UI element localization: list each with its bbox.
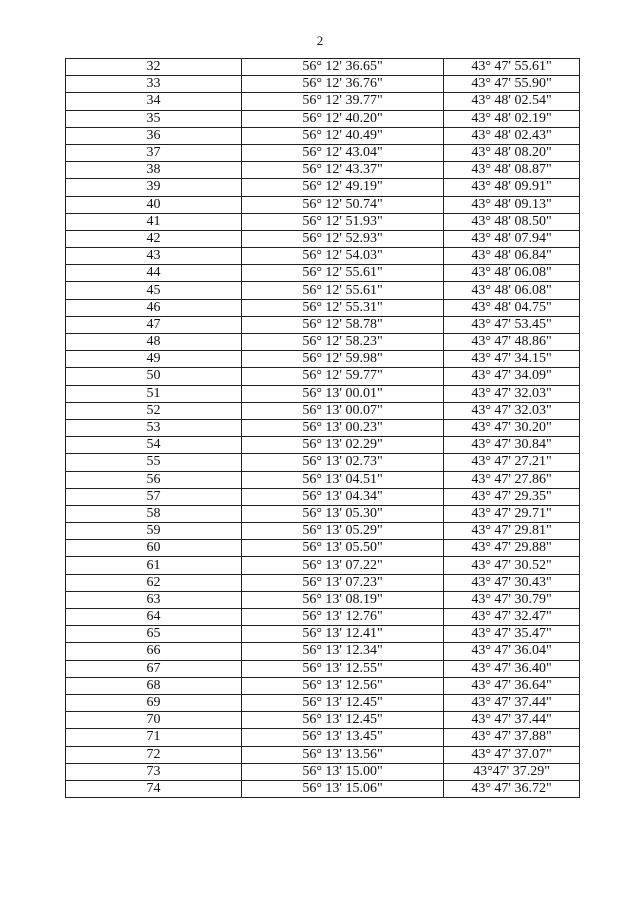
latitude-cell: 56° 13' 12.55" [242, 660, 444, 677]
table-row [66, 488, 580, 505]
longitude-cell: 43° 47' 36.04" [444, 643, 580, 660]
longitude-cell: 43° 47' 36.72" [444, 780, 580, 797]
longitude-cell: 43° 47' 37.88" [444, 729, 580, 746]
table-row [66, 351, 580, 368]
table-row [66, 196, 580, 213]
table-row [66, 248, 580, 265]
table-row [66, 385, 580, 402]
longitude-cell: 43° 47' 48.86" [444, 334, 580, 351]
latitude-cell: 56° 13' 13.56" [242, 746, 444, 763]
point-number-cell: 51 [66, 385, 242, 402]
point-number-cell: 33 [66, 76, 242, 93]
longitude-cell: 43° 47' 29.71" [444, 505, 580, 522]
longitude-cell: 43° 48' 06.08" [444, 265, 580, 282]
latitude-cell: 56° 13' 15.06" [242, 780, 444, 797]
longitude-cell: 43° 47' 37.07" [444, 746, 580, 763]
page-number: 2 [316, 33, 324, 48]
latitude-cell: 56° 13' 12.34" [242, 643, 444, 660]
table-row [66, 213, 580, 230]
longitude-cell: 43° 48' 02.43" [444, 127, 580, 144]
point-number-cell: 39 [66, 179, 242, 196]
longitude-cell: 43° 47' 55.61" [444, 59, 580, 76]
longitude-cell: 43° 47' 34.09" [444, 368, 580, 385]
point-number-cell: 54 [66, 437, 242, 454]
latitude-cell: 56° 13' 05.50" [242, 540, 444, 557]
latitude-cell: 56° 12' 50.74" [242, 196, 444, 213]
latitude-cell: 56° 12' 59.77" [242, 368, 444, 385]
coordinates-table-body [66, 59, 580, 798]
longitude-cell: 43° 48' 09.13" [444, 196, 580, 213]
longitude-cell: 43° 48' 08.20" [444, 144, 580, 161]
latitude-cell: 56° 12' 36.65" [242, 59, 444, 76]
latitude-cell: 56° 12' 43.37" [242, 162, 444, 179]
longitude-cell: 43° 47' 32.47" [444, 609, 580, 626]
table-row [66, 591, 580, 608]
table-row [66, 110, 580, 127]
longitude-cell: 43° 47' 34.15" [444, 351, 580, 368]
table-row [66, 677, 580, 694]
latitude-cell: 56° 13' 04.51" [242, 471, 444, 488]
latitude-cell: 56° 13' 12.45" [242, 712, 444, 729]
table-row [66, 729, 580, 746]
table-row [66, 694, 580, 711]
latitude-cell: 56° 13' 12.76" [242, 609, 444, 626]
latitude-cell: 56° 12' 39.77" [242, 93, 444, 110]
table-row [66, 162, 580, 179]
point-number-cell: 49 [66, 351, 242, 368]
latitude-cell: 56° 12' 36.76" [242, 76, 444, 93]
longitude-cell: 43° 47' 30.43" [444, 574, 580, 591]
table-row [66, 179, 580, 196]
point-number-cell: 57 [66, 488, 242, 505]
longitude-cell: 43° 47' 30.79" [444, 591, 580, 608]
longitude-cell: 43° 47' 53.45" [444, 316, 580, 333]
longitude-cell: 43° 48' 08.50" [444, 213, 580, 230]
latitude-cell: 56° 12' 58.78" [242, 316, 444, 333]
point-number-cell: 72 [66, 746, 242, 763]
table-row [66, 402, 580, 419]
longitude-cell: 43° 48' 07.94" [444, 230, 580, 247]
latitude-cell: 56° 12' 59.98" [242, 351, 444, 368]
point-number-cell: 56 [66, 471, 242, 488]
longitude-cell: 43° 48' 06.08" [444, 282, 580, 299]
longitude-cell: 43° 47' 37.44" [444, 712, 580, 729]
table-row [66, 643, 580, 660]
longitude-cell: 43° 47' 29.88" [444, 540, 580, 557]
point-number-cell: 70 [66, 712, 242, 729]
point-number-cell: 38 [66, 162, 242, 179]
point-number-cell: 60 [66, 540, 242, 557]
latitude-cell: 56° 13' 04.34" [242, 488, 444, 505]
longitude-cell: 43° 48' 02.54" [444, 93, 580, 110]
longitude-cell: 43° 47' 37.44" [444, 694, 580, 711]
point-number-cell: 43 [66, 248, 242, 265]
table-row [66, 540, 580, 557]
point-number-cell: 66 [66, 643, 242, 660]
latitude-cell: 56° 12' 49.19" [242, 179, 444, 196]
point-number-cell: 36 [66, 127, 242, 144]
latitude-cell: 56° 12' 58.23" [242, 334, 444, 351]
latitude-cell: 56° 12' 40.49" [242, 127, 444, 144]
table-row [66, 368, 580, 385]
point-number-cell: 65 [66, 626, 242, 643]
table-row [66, 282, 580, 299]
latitude-cell: 56° 13' 02.29" [242, 437, 444, 454]
point-number-cell: 40 [66, 196, 242, 213]
latitude-cell: 56° 13' 08.19" [242, 591, 444, 608]
table-row [66, 127, 580, 144]
longitude-cell: 43° 48' 08.87" [444, 162, 580, 179]
latitude-cell: 56° 12' 52.93" [242, 230, 444, 247]
table-row [66, 763, 580, 780]
longitude-cell: 43° 48' 09.91" [444, 179, 580, 196]
point-number-cell: 32 [66, 59, 242, 76]
point-number-cell: 74 [66, 780, 242, 797]
point-number-cell: 59 [66, 523, 242, 540]
latitude-cell: 56° 13' 13.45" [242, 729, 444, 746]
table-row [66, 93, 580, 110]
latitude-cell: 56° 13' 00.07" [242, 402, 444, 419]
point-number-cell: 47 [66, 316, 242, 333]
longitude-cell: 43° 47' 30.84" [444, 437, 580, 454]
latitude-cell: 56° 12' 55.61" [242, 265, 444, 282]
point-number-cell: 50 [66, 368, 242, 385]
point-number-cell: 45 [66, 282, 242, 299]
longitude-cell: 43° 47' 27.21" [444, 454, 580, 471]
point-number-cell: 61 [66, 557, 242, 574]
table-row [66, 574, 580, 591]
point-number-cell: 53 [66, 419, 242, 436]
table-row [66, 454, 580, 471]
point-number-cell: 68 [66, 677, 242, 694]
point-number-cell: 44 [66, 265, 242, 282]
latitude-cell: 56° 13' 07.23" [242, 574, 444, 591]
longitude-cell: 43°47' 37.29" [444, 763, 580, 780]
point-number-cell: 64 [66, 609, 242, 626]
table-row [66, 437, 580, 454]
point-number-cell: 37 [66, 144, 242, 161]
table-row [66, 780, 580, 797]
latitude-cell: 56° 13' 15.00" [242, 763, 444, 780]
point-number-cell: 62 [66, 574, 242, 591]
table-row [66, 334, 580, 351]
table-row [66, 299, 580, 316]
latitude-cell: 56° 13' 12.45" [242, 694, 444, 711]
table-row [66, 609, 580, 626]
point-number-cell: 67 [66, 660, 242, 677]
point-number-cell: 35 [66, 110, 242, 127]
point-number-cell: 41 [66, 213, 242, 230]
latitude-cell: 56° 13' 12.56" [242, 677, 444, 694]
coordinates-table [65, 58, 580, 798]
table-row [66, 557, 580, 574]
longitude-cell: 43° 47' 30.52" [444, 557, 580, 574]
latitude-cell: 56° 12' 54.03" [242, 248, 444, 265]
table-row [66, 265, 580, 282]
longitude-cell: 43° 47' 36.64" [444, 677, 580, 694]
table-row [66, 746, 580, 763]
longitude-cell: 43° 47' 36.40" [444, 660, 580, 677]
longitude-cell: 43° 47' 32.03" [444, 402, 580, 419]
latitude-cell: 56° 13' 02.73" [242, 454, 444, 471]
longitude-cell: 43° 47' 32.03" [444, 385, 580, 402]
point-number-cell: 69 [66, 694, 242, 711]
latitude-cell: 56° 12' 40.20" [242, 110, 444, 127]
table-row [66, 523, 580, 540]
latitude-cell: 56° 12' 55.31" [242, 299, 444, 316]
table-row [66, 626, 580, 643]
table-row [66, 712, 580, 729]
longitude-cell: 43° 47' 30.20" [444, 419, 580, 436]
table-row [66, 76, 580, 93]
latitude-cell: 56° 13' 00.23" [242, 419, 444, 436]
longitude-cell: 43° 48' 06.84" [444, 248, 580, 265]
latitude-cell: 56° 13' 05.29" [242, 523, 444, 540]
latitude-cell: 56° 13' 05.30" [242, 505, 444, 522]
table-row [66, 505, 580, 522]
point-number-cell: 71 [66, 729, 242, 746]
table-row [66, 144, 580, 161]
longitude-cell: 43° 47' 27.86" [444, 471, 580, 488]
point-number-cell: 58 [66, 505, 242, 522]
table-row [66, 59, 580, 76]
latitude-cell: 56° 13' 12.41" [242, 626, 444, 643]
latitude-cell: 56° 13' 00.01" [242, 385, 444, 402]
point-number-cell: 46 [66, 299, 242, 316]
point-number-cell: 55 [66, 454, 242, 471]
point-number-cell: 52 [66, 402, 242, 419]
longitude-cell: 43° 47' 29.81" [444, 523, 580, 540]
point-number-cell: 73 [66, 763, 242, 780]
point-number-cell: 34 [66, 93, 242, 110]
table-row [66, 230, 580, 247]
longitude-cell: 43° 48' 04.75" [444, 299, 580, 316]
longitude-cell: 43° 47' 55.90" [444, 76, 580, 93]
latitude-cell: 56° 12' 51.93" [242, 213, 444, 230]
latitude-cell: 56° 12' 55.61" [242, 282, 444, 299]
table-row [66, 419, 580, 436]
longitude-cell: 43° 47' 29.35" [444, 488, 580, 505]
table-row [66, 471, 580, 488]
table-row [66, 660, 580, 677]
longitude-cell: 43° 48' 02.19" [444, 110, 580, 127]
longitude-cell: 43° 47' 35.47" [444, 626, 580, 643]
table-row [66, 316, 580, 333]
latitude-cell: 56° 12' 43.04" [242, 144, 444, 161]
point-number-cell: 63 [66, 591, 242, 608]
latitude-cell: 56° 13' 07.22" [242, 557, 444, 574]
point-number-cell: 42 [66, 230, 242, 247]
point-number-cell: 48 [66, 334, 242, 351]
